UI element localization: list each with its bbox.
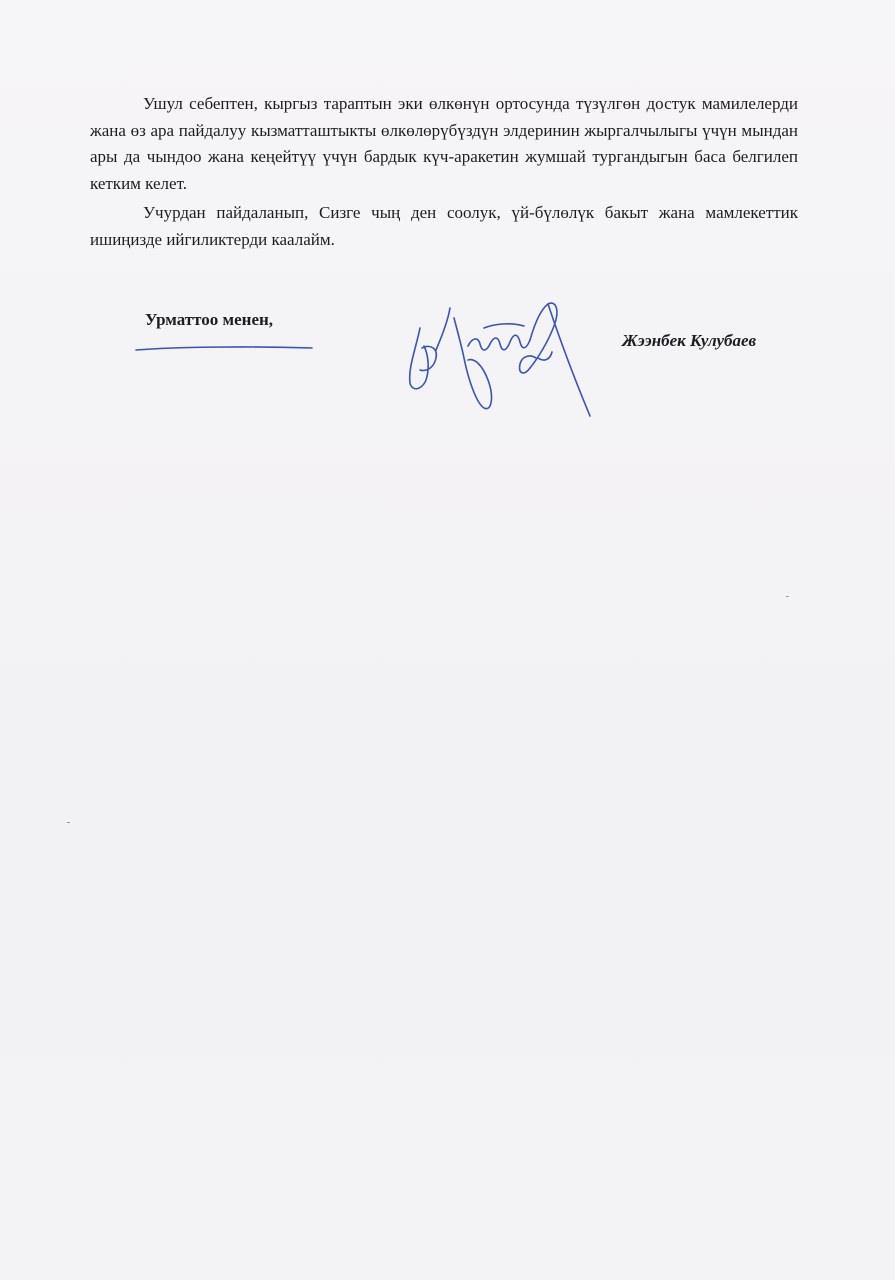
handwritten-signature <box>398 288 598 423</box>
paragraph-cooperation: Ушул себептен, кыргыз тараптын эки өлкөнүн ортосунда түзүлгөн достук мамилелерди жана өз ара пайдалуу кызматташтыкты өлкөлөрүбүздүн элдеринин жыргалчылыгы үчүн мындан ары да чындоо жана кеңейтүү үчүн бардык күч-аракетин жумшай тургандыгын баса белгилеп кетким келет. <box>90 94 798 193</box>
letter-body <box>90 91 798 256</box>
signer-name: Жээнбек Кулубаев <box>622 331 757 350</box>
paper-speck <box>67 822 70 823</box>
paragraph-wishes: Учурдан пайдаланып, Сизге чың ден соолук, үй-бүлөлүк бакыт жана мамлекеттик ишиңизде ийгиликтерди каалайм. <box>90 203 798 249</box>
closing-salutation: Урматтоо менен, <box>145 310 274 329</box>
handwritten-underline <box>134 344 314 354</box>
paper-speck <box>786 596 789 597</box>
